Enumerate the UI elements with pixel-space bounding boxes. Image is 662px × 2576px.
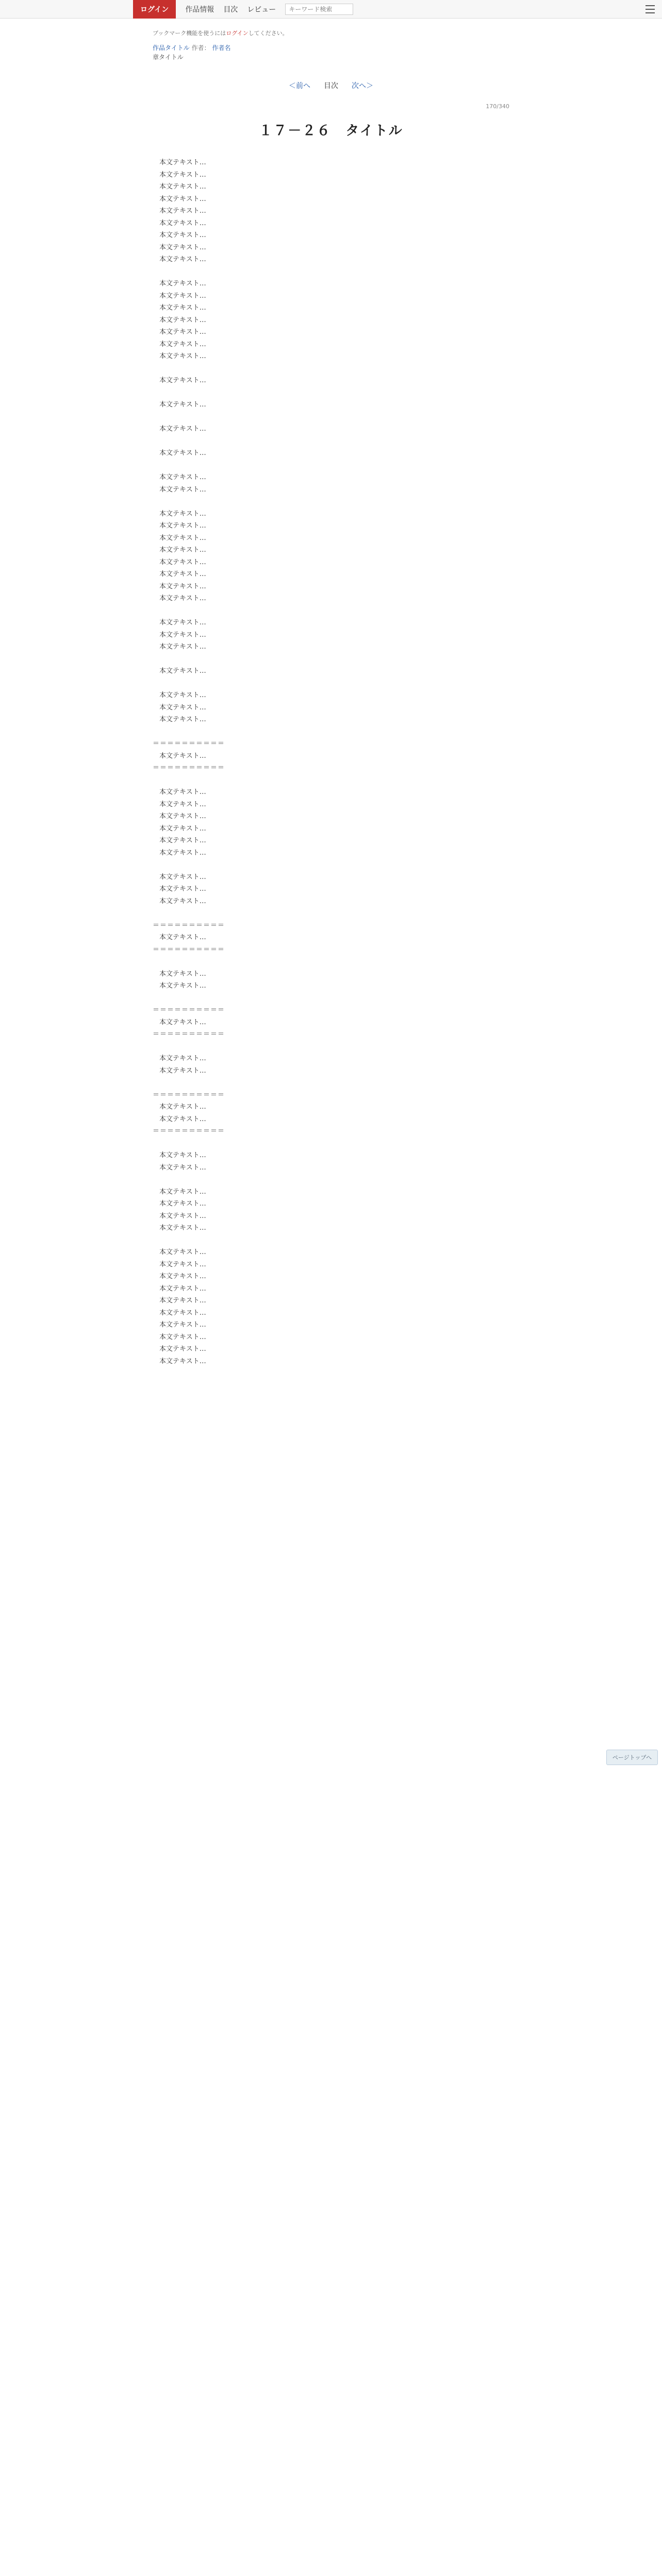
body-paragraph: 本文テキスト… [159,1115,206,1123]
blank-line [153,496,509,508]
body-paragraph: 本文テキスト… [159,316,206,324]
body-paragraph: 本文テキスト… [159,1357,206,1365]
body-paragraph: ＝＝＝＝＝＝＝＝＝＝ [153,1006,225,1014]
body-paragraph: 本文テキスト… [159,849,206,857]
bookmark-notice-prefix: ブックマーク機能を使うには [153,30,226,37]
body-paragraph: 本文テキスト… [159,377,206,384]
body-paragraph: 本文テキスト… [159,449,206,457]
body-paragraph: 本文テキスト… [159,1284,206,1293]
body-paragraph: 本文テキスト… [159,897,206,905]
blank-line [153,1174,509,1186]
blank-line [153,956,509,968]
nav-reviews[interactable]: レビュー [247,6,276,14]
body-paragraph: 本文テキスト… [159,243,206,251]
body-paragraph: 本文テキスト… [159,788,206,796]
body-paragraph: 本文テキスト… [159,812,206,820]
body-paragraph: 本文テキスト… [159,183,206,191]
breadcrumb [153,43,509,62]
blank-line [153,1077,509,1089]
work-title-link[interactable]: 作品タイトル [153,44,190,52]
chapter-title: １７－２６ タイトル [259,123,403,139]
body-paragraph: 本文テキスト… [159,1103,206,1111]
body-paragraph: 本文テキスト… [159,885,206,893]
bookmark-notice-login-link[interactable]: ログイン [226,30,249,37]
body-paragraph: 本文テキスト… [159,1200,206,1208]
body-paragraph: 本文テキスト… [159,401,206,409]
keyword-search-input[interactable] [285,4,353,15]
nav-work-info[interactable]: 作品情報 [185,6,214,14]
blank-line [153,859,509,871]
body-paragraph: ＝＝＝＝＝＝＝＝＝＝ [153,945,225,954]
blank-line [153,1138,509,1150]
page-top-button[interactable]: ページトップへ [606,1750,658,1765]
body-paragraph: 本文テキスト… [159,1066,206,1075]
body-paragraph: ＝＝＝＝＝＝＝＝＝＝ [153,1030,225,1038]
body-paragraph: 本文テキスト… [159,340,206,348]
body-paragraph: 本文テキスト… [159,582,206,590]
blank-line [153,1234,509,1247]
body-paragraph: 本文テキスト… [159,1297,206,1304]
nav-toc[interactable]: 目次 [223,6,238,14]
body-paragraph: 本文テキスト… [159,1321,206,1329]
top-navigation-inner [139,0,353,19]
blank-line [153,726,509,738]
body-paragraph: 本文テキスト… [159,1212,206,1220]
body-paragraph: 本文テキスト… [159,522,206,530]
main-content [153,29,509,1367]
body-paragraph: 本文テキスト… [159,280,206,287]
body-paragraph: 本文テキスト… [159,982,206,990]
chapter-number: 170/340 [486,103,509,110]
body-paragraph: 本文テキスト… [159,171,206,179]
section-title: 章タイトル [153,54,184,61]
menu-icon[interactable] [646,5,655,13]
body-paragraph: 本文テキスト… [159,643,206,651]
prev-chapter-link[interactable]: ＜前へ [289,82,310,90]
body-paragraph: 本文テキスト… [159,837,206,844]
body-paragraph: 本文テキスト… [159,1018,206,1026]
body-paragraph: 本文テキスト… [159,752,206,760]
body-paragraph: 本文テキスト… [159,1309,206,1317]
chapter-pager [153,80,509,91]
body-paragraph: 本文テキスト… [159,352,206,360]
body-paragraph: 本文テキスト… [159,1333,206,1341]
body-paragraph: 本文テキスト… [159,159,206,166]
body-paragraph: 本文テキスト… [159,485,206,494]
body-paragraph: 本文テキスト… [159,1345,206,1353]
body-paragraph: 本文テキスト… [159,534,206,542]
blank-line [153,992,509,1005]
body-paragraph: ＝＝＝＝＝＝＝＝＝＝ [153,921,225,929]
body-paragraph: 本文テキスト… [159,824,206,833]
body-paragraph: 本文テキスト… [159,207,206,215]
body-paragraph: 本文テキスト… [159,546,206,554]
body-paragraph: ＝＝＝＝＝＝＝＝＝＝ [153,1127,225,1135]
body-paragraph: 本文テキスト… [159,631,206,639]
login-button[interactable]: ログイン [133,0,176,19]
body-paragraph: 本文テキスト… [159,425,206,433]
body-paragraph: 本文テキスト… [159,1151,206,1159]
body-paragraph: 本文テキスト… [159,510,206,518]
body-paragraph: 本文テキスト… [159,328,206,336]
blank-line [153,435,509,448]
body-paragraph: 本文テキスト… [159,1273,206,1280]
body-paragraph: 本文テキスト… [159,195,206,203]
body-paragraph: 本文テキスト… [159,219,206,227]
next-chapter-link[interactable]: 次へ＞ [352,82,373,90]
body-paragraph: ＝＝＝＝＝＝＝＝＝＝ [153,764,225,772]
bookmark-notice-suffix: してください。 [248,30,288,37]
body-paragraph: ＝＝＝＝＝＝＝＝＝＝ [153,1091,225,1099]
body-paragraph: 本文テキスト… [159,873,206,881]
blank-line [153,653,509,666]
body-paragraph: 本文テキスト… [159,716,206,723]
toc-link[interactable]: 目次 [324,82,338,90]
body-paragraph: 本文テキスト… [159,970,206,978]
body-paragraph: 本文テキスト… [159,1188,206,1196]
blank-line [153,774,509,787]
body-paragraph: ＝＝＝＝＝＝＝＝＝＝ [153,740,225,748]
bookmark-notice [153,29,509,38]
novel-body [153,157,509,1367]
body-paragraph: 本文テキスト… [159,292,206,300]
top-navigation-bar [0,0,662,19]
author-link[interactable]: 作者名 [212,44,231,52]
body-paragraph: 本文テキスト… [159,934,206,941]
body-paragraph: 本文テキスト… [159,800,206,808]
body-paragraph: 本文テキスト… [159,570,206,578]
body-paragraph: 本文テキスト… [159,691,206,699]
author-label: 作者： [191,44,210,52]
body-paragraph: 本文テキスト… [159,231,206,239]
blank-line [153,363,509,375]
body-paragraph: 本文テキスト… [159,473,206,481]
body-paragraph: 本文テキスト… [159,619,206,626]
body-paragraph: 本文テキスト… [159,1248,206,1256]
blank-line [153,1041,509,1053]
blank-line [153,460,509,472]
body-paragraph: 本文テキスト… [159,1224,206,1232]
body-paragraph: 本文テキスト… [159,1163,206,1172]
blank-line [153,907,509,920]
body-paragraph: 本文テキスト… [159,256,206,263]
body-paragraph: 本文テキスト… [159,595,206,602]
body-paragraph: 本文テキスト… [159,667,206,675]
blank-line [153,411,509,423]
blank-line [153,605,509,617]
body-paragraph: 本文テキスト… [159,1055,206,1062]
body-paragraph: 本文テキスト… [159,1260,206,1268]
body-paragraph: 本文テキスト… [159,558,206,566]
blank-line [153,387,509,399]
body-paragraph: 本文テキスト… [159,703,206,711]
blank-line [153,266,509,278]
blank-line [153,677,509,690]
body-paragraph: 本文テキスト… [159,304,206,312]
